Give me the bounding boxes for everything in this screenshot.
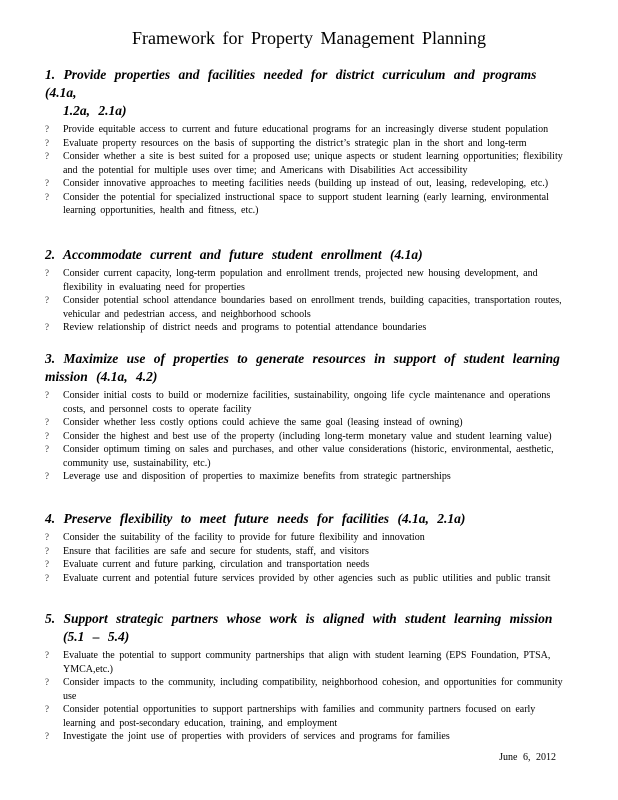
list-item: [45, 443, 565, 470]
item-text: Provide equitable access to current and future educational programs for an increasingly diverse student population: [63, 124, 549, 135]
bullet-icon: ?: [45, 532, 49, 542]
list-item: [45, 649, 565, 676]
section-3: [45, 350, 565, 484]
list-item: [45, 177, 565, 191]
list-item: [45, 558, 565, 572]
bullet-icon: ?: [45, 390, 49, 400]
section-heading-text: 4. Preserve flexibility to meet future needs for facilities: [45, 511, 390, 526]
section-refs: (4.1a, 2.1a): [397, 511, 466, 526]
section-heading: [45, 350, 565, 386]
bullet-icon: ?: [45, 295, 49, 305]
bullet-icon: ?: [45, 559, 49, 569]
list-item: [45, 676, 565, 703]
bullet-icon: ?: [45, 417, 49, 427]
list-item: [45, 294, 565, 321]
section-heading-cont: mission (4.1a, 4.2): [45, 369, 158, 384]
list-item: [45, 150, 565, 177]
section-items: [45, 389, 565, 484]
item-text: Evaluate property resources on the basis of supporting the district’s strategic plan in the short and long‑term: [63, 137, 527, 149]
section-items: [45, 649, 565, 744]
bullet-icon: ?: [45, 191, 49, 202]
section-heading: [45, 510, 565, 528]
list-item: [45, 416, 565, 430]
section-heading-text: 2. Accommodate current and future student enrollment: [45, 247, 382, 262]
item-text: Consider potential school attendance boundaries based on enrollment trends, building capacities, transportation routes, vehicular and pedestrian access, and neighborhood schools: [63, 295, 562, 320]
section-items: [45, 531, 565, 585]
section-heading: [45, 66, 565, 120]
page-title: Framework for Property Management Planning: [132, 28, 486, 48]
list-item: [45, 191, 565, 218]
section-heading-cont: (5.1 – 5.4): [63, 629, 130, 644]
bullet-icon: ?: [45, 650, 49, 660]
bullet-icon: ?: [45, 471, 49, 481]
list-item: [45, 703, 565, 730]
bullet-icon: ?: [45, 545, 49, 556]
section-heading: [45, 610, 565, 646]
bullet-icon: ?: [45, 677, 49, 687]
item-text: Consider initial costs to build or modernize facilities, sustainability, ongoing life cycle maintenance and operations costs, and personnel costs to operate facility: [63, 390, 551, 415]
bullet-icon: ?: [45, 322, 49, 332]
section-items: [45, 267, 565, 335]
item-text: Evaluate the potential to support community partnerships that align with student learning (EPS Foundation, PTSA, YMCA,etc.): [63, 650, 551, 675]
item-text: Consider the potential for specialized instructional space to support student learning (early learning, environmental learning opportunities, health and fitness, etc.): [63, 191, 549, 216]
footer-date: June 6, 2012: [499, 752, 556, 763]
section-4: [45, 510, 565, 585]
list-item: [45, 389, 565, 416]
section-refs: (4.1a,: [45, 85, 77, 100]
list-item: [45, 430, 565, 444]
section-heading-text: 1. Provide properties and facilities needed for district curriculum and programs: [45, 67, 537, 82]
item-text: Review relationship of district needs and programs to potential attendance boundaries: [63, 322, 427, 333]
list-item: [45, 267, 565, 294]
section-refs: (4.1a): [390, 247, 423, 262]
section-heading-text: 5. Support strategic partners whose work is aligned with student learning mission: [45, 611, 553, 626]
bullet-icon: ?: [45, 572, 49, 583]
list-item: [45, 321, 565, 335]
item-text: Consider optimum timing on sales and purchases, and other value considerations (historic, environmental, aesthetic, community use, sustainability, etc.): [63, 444, 554, 469]
item-text: Consider whether less costly options could achieve the same goal (leasing instead of owning): [63, 417, 463, 428]
section-5: [45, 610, 565, 744]
item-text: Consider potential opportunities to support partnerships with families and community partners focused on early learning and post‑secondary education, training, and employment: [63, 704, 536, 729]
item-text: Consider innovative approaches to meeting facilities needs (building up instead of out, leasing, redeveloping, etc.): [63, 178, 549, 189]
section-heading: [45, 246, 565, 264]
section-heading-cont: 1.2a, 2.1a): [63, 103, 127, 118]
item-text: Consider whether a site is best suited for a proposed use; unique aspects or student learning opportunities; flexibility and the potential for multiple uses over time; and Americans with Disabilities Act accessibility: [63, 151, 563, 176]
item-text: Leverage use and disposition of properties to maximize benefits from strategic partnerships: [63, 471, 451, 482]
bullet-icon: ?: [45, 151, 49, 161]
item-text: Ensure that facilities are safe and secure for students, staff, and visitors: [63, 545, 369, 557]
bullet-icon: ?: [45, 444, 49, 454]
item-text: Consider the suitability of the facility to provide for future flexibility and innovation: [63, 532, 425, 543]
list-item: [45, 123, 565, 137]
section-2: [45, 246, 565, 335]
item-text: Consider current capacity, long‑term population and enrollment trends, projected new housing development, and flexibility in evaluating need for properties: [63, 268, 538, 293]
bullet-icon: ?: [45, 124, 49, 134]
bullet-icon: ?: [45, 268, 49, 278]
list-item: [45, 572, 565, 586]
section-heading-text: 3. Maximize use of properties to generate resources in support of student learning: [45, 351, 560, 366]
item-text: Evaluate current and potential future services provided by other agencies such as public utilities and public transit: [63, 572, 551, 584]
list-item: [45, 730, 565, 744]
section-1: [45, 66, 565, 218]
list-item: [45, 545, 565, 559]
bullet-icon: ?: [45, 430, 49, 441]
bullet-icon: ?: [45, 178, 49, 188]
list-item: [45, 531, 565, 545]
list-item: [45, 137, 565, 151]
bullet-icon: ?: [45, 731, 49, 741]
section-items: [45, 123, 565, 218]
item-text: Evaluate current and future parking, circulation and transportation needs: [63, 559, 370, 570]
item-text: Consider the highest and best use of the property (including long‑term monetary value and student learning value): [63, 430, 552, 442]
bullet-icon: ?: [45, 137, 49, 148]
item-text: Investigate the joint use of properties with providers of services and programs for families: [63, 731, 450, 742]
list-item: [45, 470, 565, 484]
bullet-icon: ?: [45, 704, 49, 714]
item-text: Consider impacts to the community, including compatibility, neighborhood cohesion, and opportunities for community use: [63, 677, 563, 702]
